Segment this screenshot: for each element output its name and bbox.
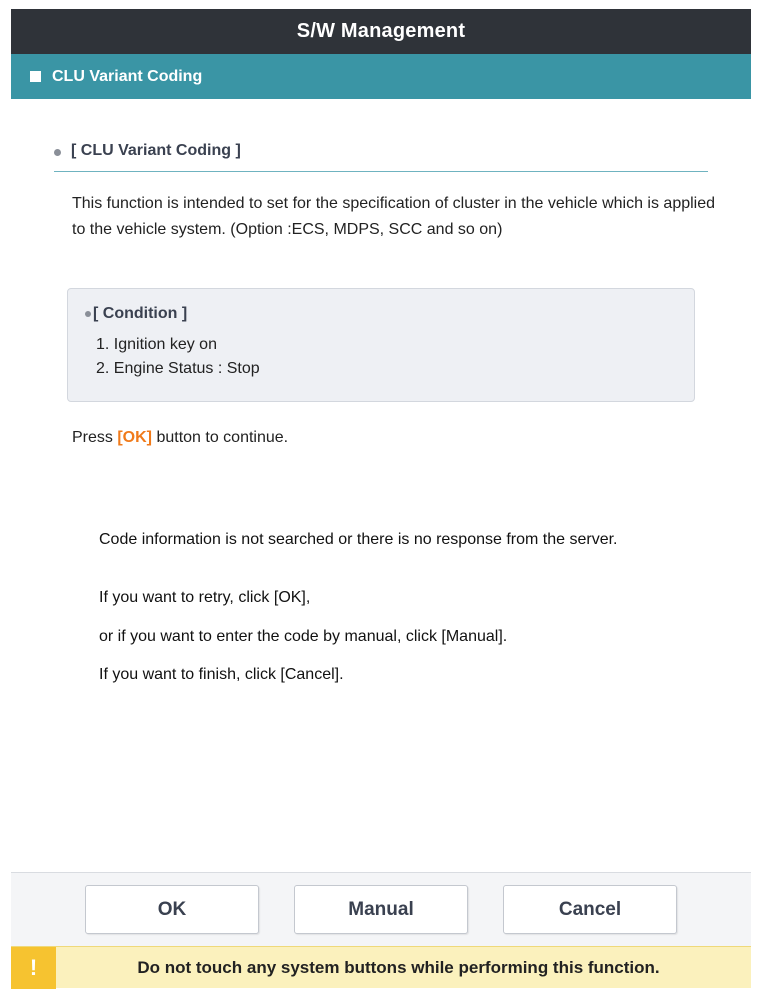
- instruction-ok-highlight: [OK]: [117, 429, 152, 446]
- condition-item: 2. Engine Status : Stop: [96, 360, 260, 377]
- window-title: S/W Management: [11, 9, 751, 54]
- sub-header-label: CLU Variant Coding: [52, 67, 203, 85]
- server-message: Code information is not searched or there is no response from the server.: [99, 531, 618, 548]
- retry-message: If you want to retry, click [OK],: [99, 589, 311, 606]
- condition-title: [ Condition ]: [93, 305, 188, 322]
- button-bar: [11, 872, 751, 946]
- manual-button[interactable]: Manual: [294, 885, 468, 934]
- warning-bar: [11, 946, 751, 988]
- app-window: [11, 9, 751, 989]
- function-description: This function is intended to set for the specification of cluster in the vehicle which is applied to the vehicle system. (Option :ECS, MDPS, SCC and so on): [72, 195, 716, 238]
- cancel-message: If you want to finish, click [Cancel].: [99, 666, 344, 683]
- manual-message: or if you want to enter the code by manual, click [Manual].: [99, 628, 508, 645]
- exclamation-icon: !: [11, 947, 56, 989]
- section-title: [ CLU Variant Coding ]: [71, 142, 241, 159]
- instruction-text: [72, 429, 288, 447]
- condition-item: 1. Ignition key on: [96, 336, 217, 353]
- instruction-prefix: Press: [72, 429, 118, 446]
- warning-text: Do not touch any system buttons while performing this function.: [137, 957, 660, 977]
- bullet-icon: [54, 149, 61, 156]
- ok-button[interactable]: OK: [85, 885, 259, 934]
- instruction-suffix: button to continue.: [152, 429, 289, 446]
- section-heading: [54, 142, 708, 172]
- condition-list: [85, 333, 694, 381]
- square-icon: [30, 71, 41, 82]
- sub-header: [11, 54, 751, 99]
- cancel-button[interactable]: Cancel: [503, 885, 677, 934]
- condition-box: [67, 288, 695, 402]
- condition-heading: [85, 305, 694, 323]
- bullet-icon: [85, 311, 91, 317]
